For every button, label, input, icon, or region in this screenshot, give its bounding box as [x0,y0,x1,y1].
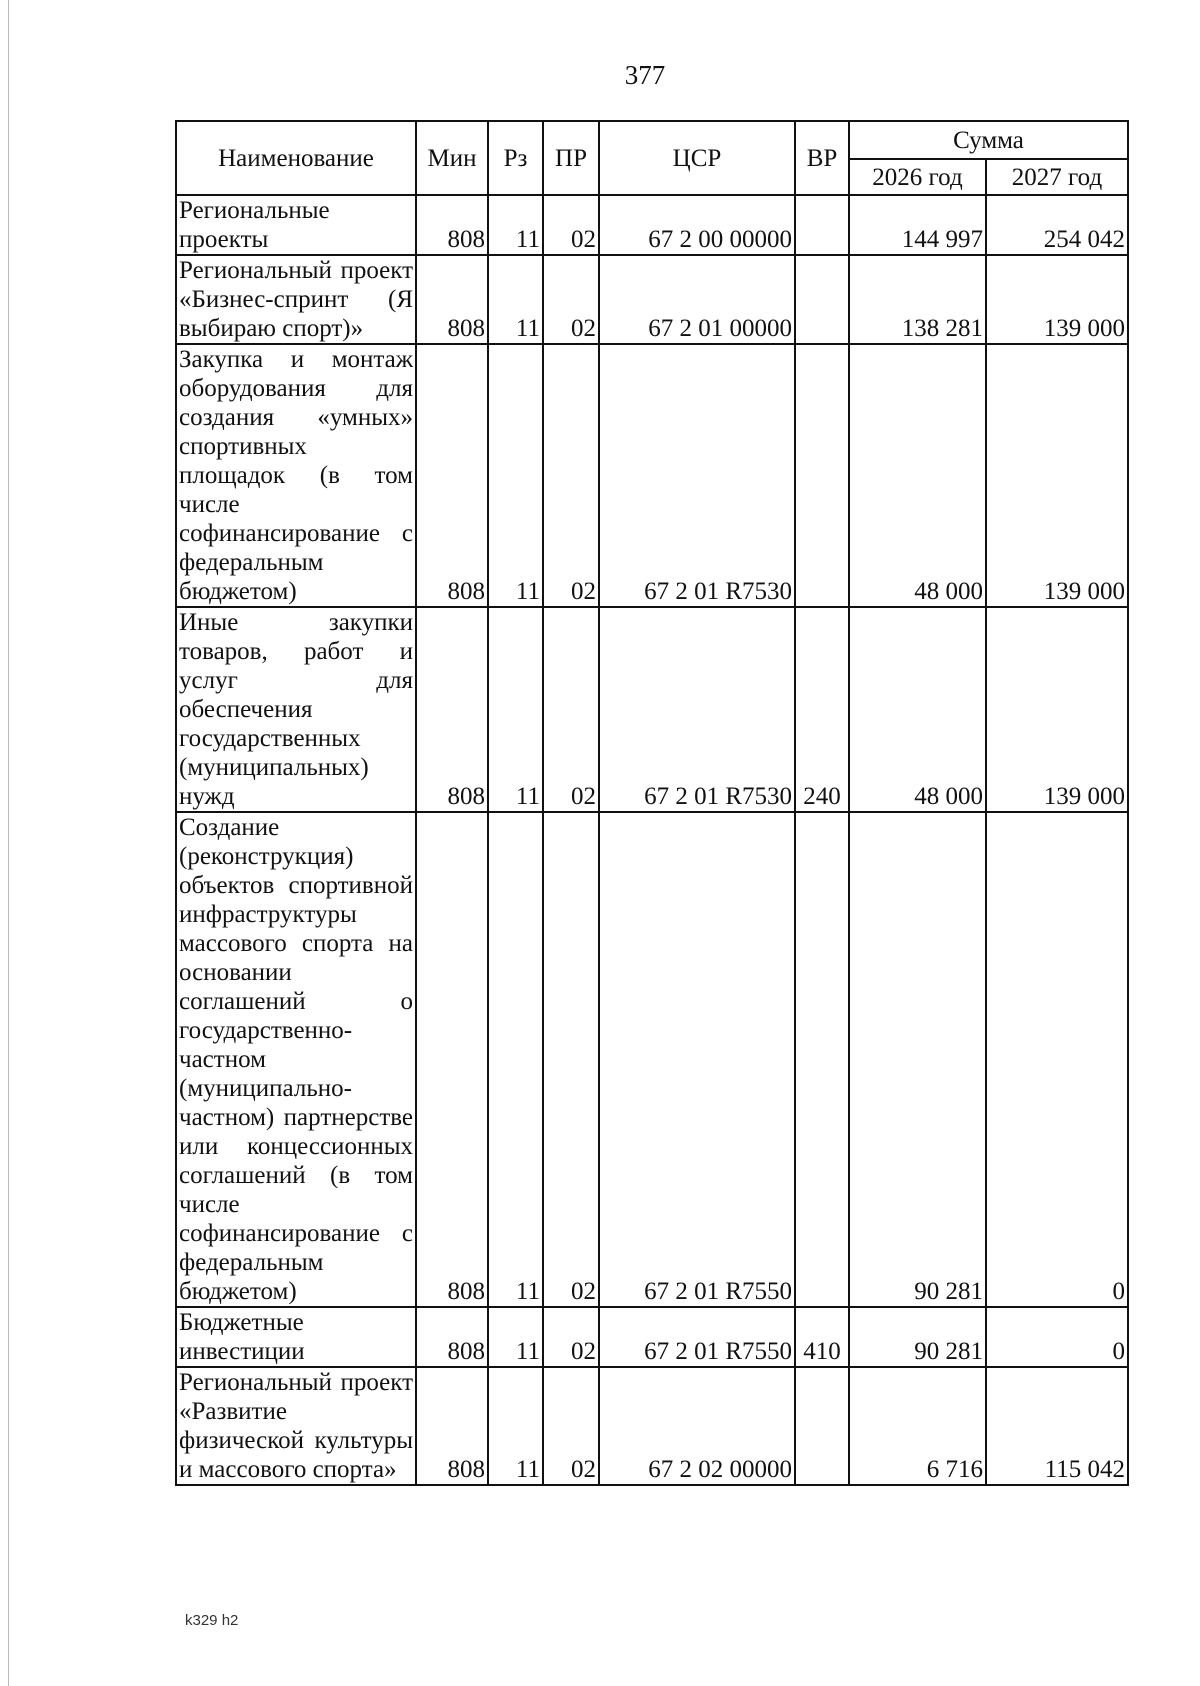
row-pr: 02 [543,344,599,607]
row-sum-2027: 0 [986,1307,1128,1367]
row-name: Региональный проект «Развитие физической культуры и массового спорта» [176,1367,416,1485]
page-number: 377 [624,60,666,90]
scan-edge-line [8,0,9,1686]
row-vr [795,812,849,1307]
row-rz: 11 [488,812,543,1307]
row-csr: 67 2 01 R7550 [599,812,795,1307]
row-sum-2026: 90 281 [849,812,986,1307]
row-min: 808 [416,344,488,607]
row-csr: 67 2 02 00000 [599,1367,795,1485]
row-name: Региональные проекты [176,195,416,255]
row-pr: 02 [543,1367,599,1485]
row-name: Иные закупки товаров, работ и услуг для обеспечения государственных (муниципальных) нужд [176,607,416,812]
row-sum-2027: 254 042 [986,195,1128,255]
row-name: Региональный проект «Бизнес-спринт (Я выбираю спорт)» [176,255,416,344]
header-min: Мин [416,121,488,195]
table-row [176,344,1128,607]
row-min: 808 [416,255,488,344]
header-year-2027: 2027 год [986,159,1128,195]
row-min: 808 [416,195,488,255]
row-pr: 02 [543,1307,599,1367]
footer-code: k329 h2 [185,1612,239,1629]
header-pr: ПР [543,121,599,195]
row-sum-2027: 139 000 [986,607,1128,812]
row-sum-2027: 115 042 [986,1367,1128,1485]
row-sum-2026: 48 000 [849,344,986,607]
row-sum-2026: 138 281 [849,255,986,344]
row-vr [795,344,849,607]
header-year-2026: 2026 год [849,159,986,195]
row-sum-2026: 48 000 [849,607,986,812]
row-csr: 67 2 01 R7550 [599,1307,795,1367]
row-name: Закупка и монтаж оборудования для создания «умных» спортивных площадок (в том числе софинансирование с федеральным бюджетом) [176,344,416,607]
row-vr [795,195,849,255]
table-row [176,195,1128,255]
row-min: 808 [416,812,488,1307]
row-min: 808 [416,1307,488,1367]
row-sum-2027: 0 [986,812,1128,1307]
row-rz: 11 [488,195,543,255]
table-row [176,607,1128,812]
row-sum-2026: 6 716 [849,1367,986,1485]
row-rz: 11 [488,1367,543,1485]
row-name: Бюджетные инвестиции [176,1307,416,1367]
table-row [176,1367,1128,1485]
header-name: Наименование [176,121,416,195]
table-row [176,812,1128,1307]
row-rz: 11 [488,607,543,812]
row-csr: 67 2 01 00000 [599,255,795,344]
row-rz: 11 [488,1307,543,1367]
row-sum-2027: 139 000 [986,255,1128,344]
row-sum-2026: 144 997 [849,195,986,255]
row-csr: 67 2 01 R7530 [599,607,795,812]
row-rz: 11 [488,344,543,607]
row-pr: 02 [543,607,599,812]
row-vr: 240 [795,607,849,812]
row-csr: 67 2 00 00000 [599,195,795,255]
row-sum-2027: 139 000 [986,344,1128,607]
row-vr: 410 [795,1307,849,1367]
row-pr: 02 [543,255,599,344]
header-sum: Сумма [849,121,1128,159]
row-name: Создание (реконструкция) объектов спортивной инфраструктуры массового спорта на основании соглашений о государственно-частном (муниципально-частном) партнерстве или концессионных соглашений (в том числе софинансирование с федеральным бюджетом) [176,812,416,1307]
header-rz: Рз [488,121,543,195]
row-vr [795,255,849,344]
row-min: 808 [416,1367,488,1485]
row-vr [795,1367,849,1485]
row-sum-2026: 90 281 [849,1307,986,1367]
row-pr: 02 [543,812,599,1307]
row-min: 808 [416,607,488,812]
row-rz: 11 [488,255,543,344]
table-row [176,1307,1128,1367]
table-row [176,255,1128,344]
header-csr: ЦСР [599,121,795,195]
budget-table [175,120,1129,1486]
header-vr: ВР [795,121,849,195]
row-pr: 02 [543,195,599,255]
row-csr: 67 2 01 R7530 [599,344,795,607]
